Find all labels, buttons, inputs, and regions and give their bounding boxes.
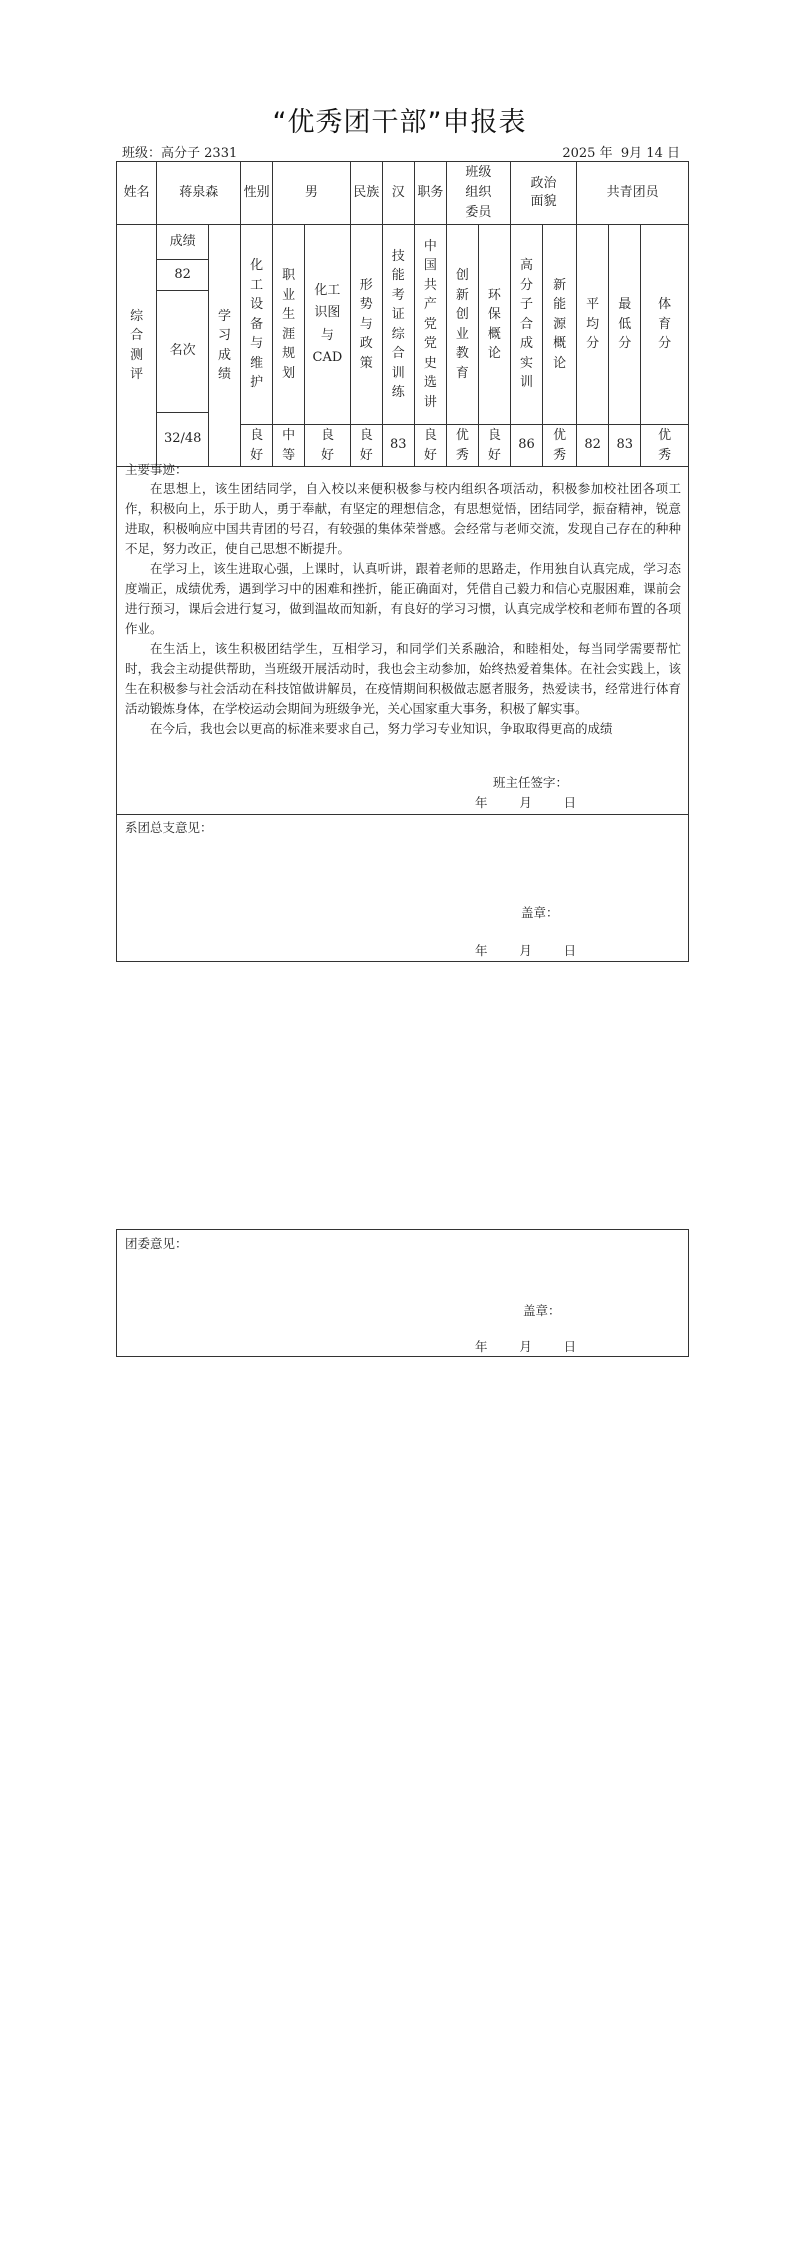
course-name: 中国共产党党史选讲 <box>414 225 446 425</box>
department-date-line: 年 月 日 <box>475 943 577 958</box>
political-label: 政治面貌 <box>510 162 576 225</box>
course-name: 高分子合成实训 <box>510 225 542 425</box>
date-year: 2025 <box>562 146 596 161</box>
course-grade: 良好 <box>305 425 351 467</box>
course-name: 化工识图与CAD <box>305 225 351 425</box>
course-name: 创新创业教育 <box>446 225 478 425</box>
political-value: 共青团员 <box>577 162 689 225</box>
course-name: 环保概论 <box>478 225 510 425</box>
course-name: 最低分 <box>609 225 641 425</box>
course-grade: 良好 <box>478 425 510 467</box>
course-name: 体育分 <box>641 225 689 425</box>
course-grade: 83 <box>382 425 414 467</box>
gender-value: 男 <box>273 162 351 225</box>
score-value: 82 <box>157 260 209 291</box>
gender-label: 性别 <box>241 162 273 225</box>
name-label: 姓名 <box>117 162 157 225</box>
position-label: 职务 <box>414 162 446 225</box>
meta-row <box>118 142 688 160</box>
date-day: 14 <box>646 146 663 161</box>
deeds-paragraph: 在学习上，该生进取心强，上课时，认真听讲，跟着老师的思路走，作用独自认真完成，学习态度端正，成绩优秀，遇到学习中的困难和挫折，能正确面对，凭借自己毅力和信心克服困难，课前会进行预习，课后会进行复习，做到温故而知新，有良好的学习习惯，认真完成学校和老师布置的各项作业。 <box>125 561 681 636</box>
course-name: 新能源概论 <box>543 225 577 425</box>
application-table <box>116 161 689 467</box>
course-grade: 83 <box>609 425 641 467</box>
course-name: 化工设备与维护 <box>241 225 273 425</box>
course-grade: 良好 <box>414 425 446 467</box>
ethnicity-value: 汉 <box>382 162 414 225</box>
position-value: 班级组织委员 <box>446 162 510 225</box>
course-grade: 优秀 <box>446 425 478 467</box>
evaluation-section-label: 综合测评 <box>117 225 157 467</box>
course-name: 职业生涯规划 <box>273 225 305 425</box>
date-month-unit: 月 <box>629 146 643 161</box>
date-year-unit: 年 <box>599 146 613 161</box>
name-value: 蒋泉森 <box>157 162 241 225</box>
main-deeds-section <box>116 457 689 815</box>
rank-value: 32/48 <box>157 413 209 467</box>
document-title: “优秀团干部”申报表 <box>272 107 527 138</box>
main-deeds-heading: 主要事迹： <box>125 462 188 477</box>
main-deeds-text <box>125 479 681 739</box>
course-grade: 82 <box>577 425 609 467</box>
department-opinion-label: 系团总支意见： <box>125 820 213 835</box>
rank-label: 名次 <box>157 291 209 413</box>
evaluation-row-score-label <box>117 225 689 260</box>
narrative-date-line: 年 月 日 <box>475 795 577 810</box>
department-opinion-section <box>116 814 689 962</box>
ethnicity-label: 民族 <box>350 162 382 225</box>
course-grade: 86 <box>510 425 542 467</box>
course-grade: 优秀 <box>543 425 577 467</box>
league-date-line: 年 月 日 <box>475 1339 577 1354</box>
league-opinion-label: 团委意见： <box>125 1236 188 1251</box>
deeds-paragraph: 在思想上，该生团结同学，自入校以来便积极参与校内组织各项活动，积极参加校社团各项工作，积极向上，乐于助人，勇于奉献，有坚定的理想信念，有思想觉悟，团结同学，振奋精神，锐意进取，积极响应中国共青团的号召，有较强的集体荣誉感。会经常与老师交流，发现自己存在的种种不足，努力改正，使自己思想不断提升。 <box>125 481 681 556</box>
class-label: 班级： <box>122 146 162 161</box>
course-name: 技能考证综合训练 <box>382 225 414 425</box>
department-stamp-label: 盖章： <box>521 905 559 920</box>
class-info <box>122 142 237 161</box>
head-teacher-signature-label: 班主任签字： <box>492 775 568 790</box>
report-date <box>562 142 680 161</box>
course-grade: 优秀 <box>641 425 689 467</box>
course-grade: 良好 <box>241 425 273 467</box>
league-opinion-section <box>116 1229 689 1357</box>
course-grade: 中等 <box>273 425 305 467</box>
grades-label: 学习成绩 <box>209 225 241 467</box>
score-label: 成绩 <box>157 225 209 260</box>
date-day-unit: 日 <box>666 146 680 161</box>
course-grade: 良好 <box>350 425 382 467</box>
course-name: 形势与政策 <box>350 225 382 425</box>
deeds-paragraph: 在生活上，该生积极团结学生，互相学习，和同学们关系融洽，和睦相处，每当同学需要帮忙时，我会主动提供帮助，当班级开展活动时，我也会主动参加，始终热爱着集体。在社会实践上，该生在积极参与社会活动在科技馆做讲解员，在疫情期间积极做志愿者服务，热爱读书，经常进行体育活动锻炼身体，在学校运动会期间为班级争光，关心国家重大事务，积极了解实事。 <box>125 641 681 716</box>
class-value: 高分子 2331 <box>161 146 238 161</box>
basic-info-row <box>117 162 689 225</box>
deeds-paragraph: 在今后，我也会以更高的标准来要求自己，努力学习专业知识，争取取得更高的成绩 <box>150 721 613 736</box>
course-name: 平均分 <box>577 225 609 425</box>
date-month: 9 <box>620 146 630 161</box>
league-stamp-label: 盖章： <box>523 1303 561 1318</box>
